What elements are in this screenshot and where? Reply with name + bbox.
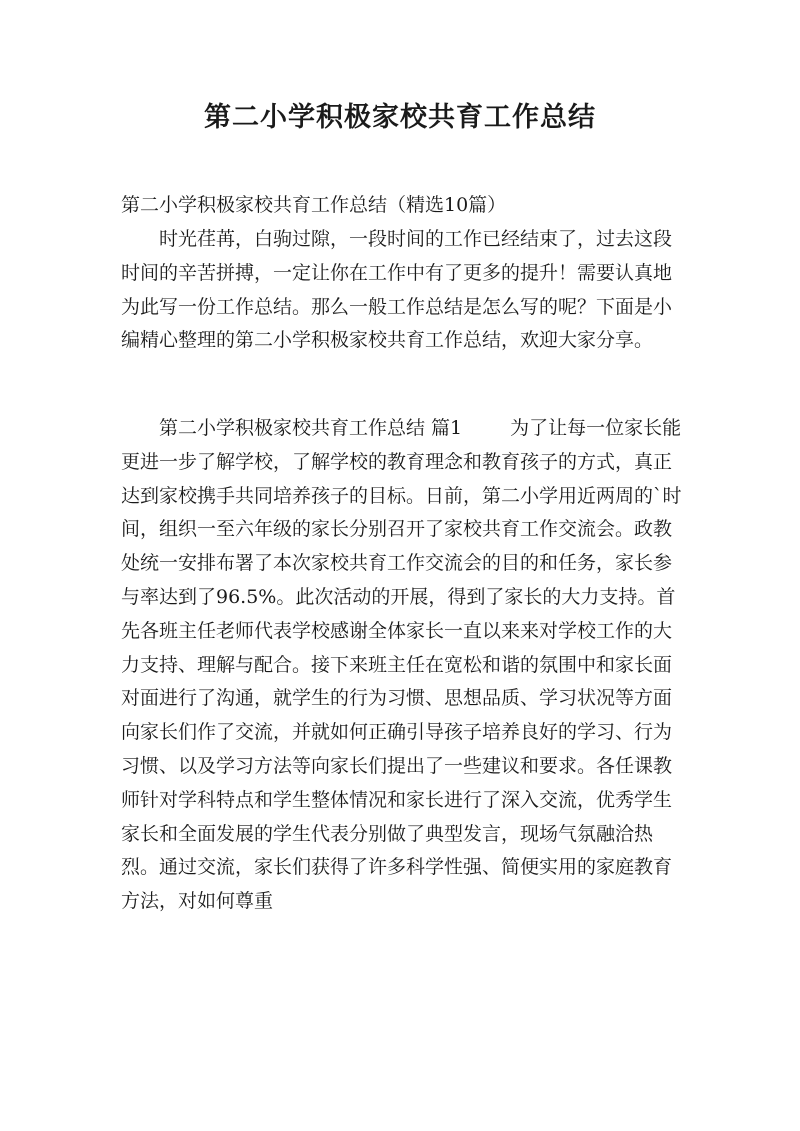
- intro-paragraph: 时光荏苒，白驹过隙，一段时间的工作已经结束了，过去这段时间的辛苦拼搏，一定让你在工作中有了更多的提升！需要认真地为此写一份工作总结。那么一般工作总结是怎么写的呢？下面是小编精心整理的第二小学积极家校共育工作总结，欢迎大家分享。: [121, 228, 673, 352]
- document-title: 第二小学积极家校共育工作总结: [204, 102, 596, 133]
- section-body: 为了让每一位家长能更进一步了解学校，了解学校的教育理念和教育孩子的方式，真正达到家校携手共同培养孩子的目标。日前，第二小学用近两周的`时间，组织一至六年级的家长分别召开了家校共育工作交流会。政教处统一安排布署了本次家校共育工作交流会的目的和任务，家长参与率达到了96.5%。此次活动的开展，得到了家长的大力支持。首先各班主任老师代表学校感谢全体家长一直以来来对学校工作的大力支持、理解与配合。接下来班主任在宽松和谐的氛围中和家长面对面进行了沟通，就学生的行为习惯、思想品质、学习状况等方面向家长们作了交流，并就如何正确引导孩子培养良好的学习、行为习惯、以及学习方法等向家长们提出了一些建议和要求。各任课教师针对学科特点和学生整体情况和家长进行了深入交流，优秀学生家长和全面发展的学生代表分别做了典型发言，现场气氛融洽热烈。通过交流，家长们获得了许多科学性强、简便实用的家庭教育方法，对如何尊重: [121, 417, 682, 913]
- section-heading: 第二小学积极家校共育工作总结 篇1: [159, 417, 463, 439]
- document-subtitle: 第二小学积极家校共育工作总结（精选10篇）: [121, 194, 507, 216]
- section-paragraph: [121, 412, 684, 919]
